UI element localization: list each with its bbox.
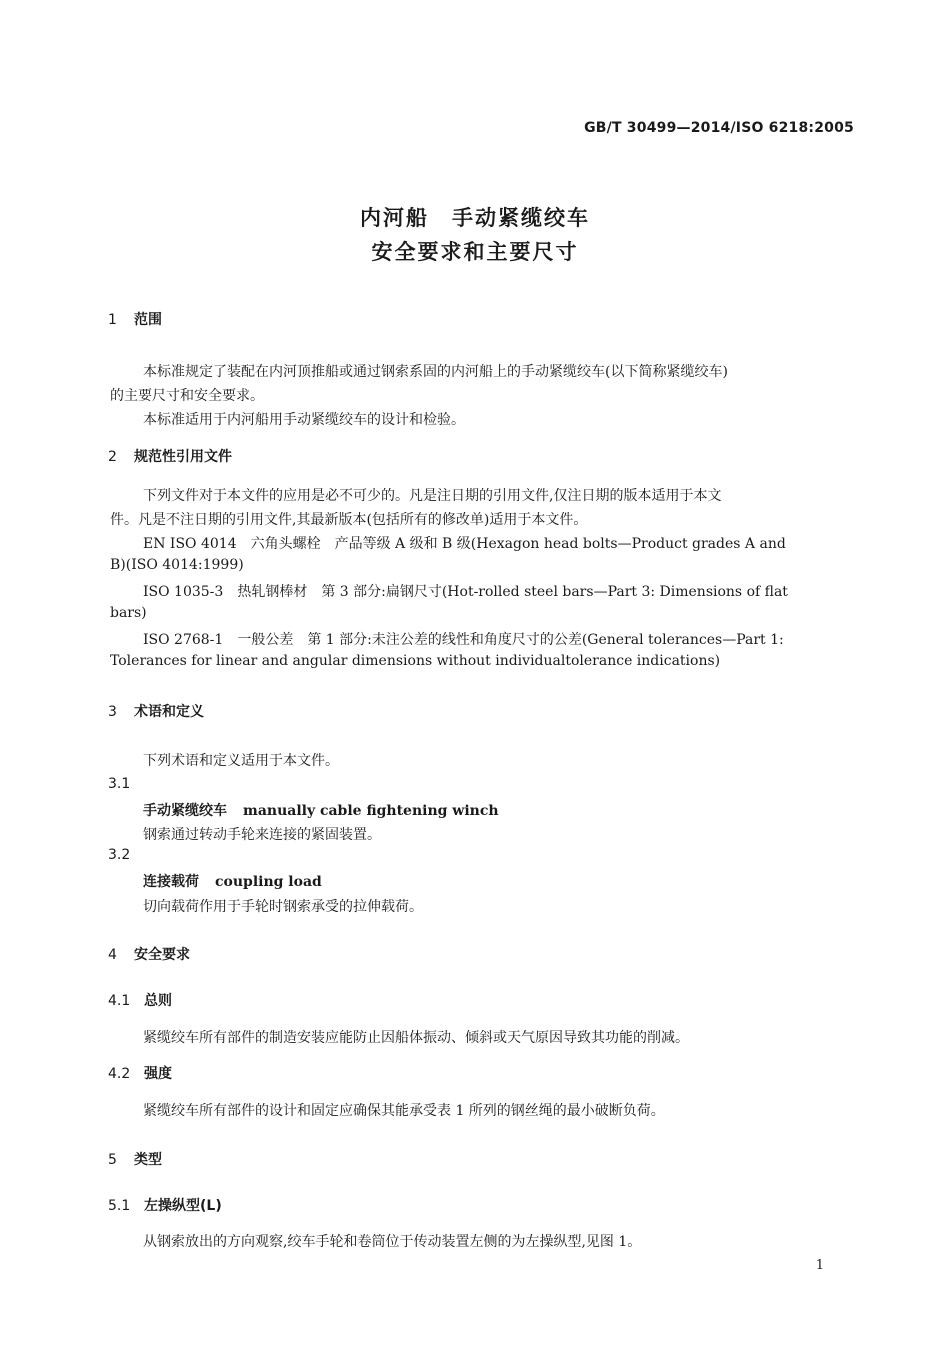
term-en: manually cable fightening winch	[243, 803, 499, 819]
s1-para2: 本标准适用于内河船用手动紧缆绞车的设计和检验。	[143, 412, 465, 428]
section-number: 5	[108, 1152, 117, 1168]
section-4-2-heading	[108, 1063, 172, 1083]
section-5-1-heading	[108, 1195, 222, 1215]
document-title-line1: 内河船 手动紧缆绞车	[360, 206, 590, 230]
page-number: 1	[815, 1258, 824, 1273]
section-2-heading	[108, 446, 232, 466]
term-cn: 手动紧缆绞车	[143, 803, 227, 819]
section-number: 4	[108, 947, 117, 963]
section-4-heading	[108, 944, 190, 964]
s2-ref2-line2: bars)	[110, 605, 147, 621]
subsection-title: 强度	[144, 1066, 172, 1082]
subsection-title: 总则	[144, 993, 172, 1009]
section-4-1-heading	[108, 990, 172, 1010]
section-title: 规范性引用文件	[134, 449, 232, 465]
s5-1-text: 从钢索放出的方向观察,绞车手轮和卷筒位于传动装置左侧的为左操纵型,见图 1。	[143, 1234, 642, 1250]
s1-para1-line2: 的主要尺寸和安全要求。	[110, 388, 264, 404]
section-1-heading	[108, 309, 162, 329]
s4-1-text: 紧缆绞车所有部件的制造安装应能防止因船体振动、倾斜或天气原因导致其功能的削减。	[143, 1030, 689, 1046]
s4-2-text: 紧缆绞车所有部件的设计和固定应确保其能承受表 1 所列的钢丝绳的最小破断负荷。	[143, 1103, 665, 1119]
s3-intro: 下列术语和定义适用于本文件。	[143, 753, 339, 769]
term-3-1-definition: 钢索通过转动手轮来连接的紧固装置。	[143, 827, 381, 843]
subsection-number: 4.2	[108, 1066, 131, 1082]
s1-para1-line1: 本标准规定了装配在内河顶推船或通过钢索系固的内河船上的手动紧缆绞车(以下简称紧缆绞车)	[143, 364, 728, 380]
section-title: 术语和定义	[134, 704, 204, 720]
section-title: 范围	[134, 312, 162, 328]
section-title: 类型	[134, 1152, 162, 1168]
document-title-line2: 安全要求和主要尺寸	[371, 240, 579, 264]
term-3-1-number: 3.1	[108, 776, 131, 792]
term-3-2-definition: 切向载荷作用于手轮时钢索承受的拉伸载荷。	[143, 899, 423, 915]
s2-ref3-line2: Tolerances for linear and angular dimensions without individualtolerance indications)	[110, 653, 721, 669]
s2-intro-line2: 件。凡是不注日期的引用文件,其最新版本(包括所有的修改单)适用于本文件。	[110, 512, 588, 528]
section-number: 1	[108, 312, 117, 328]
subsection-number: 4.1	[108, 993, 131, 1009]
term-cn: 连接载荷	[143, 874, 199, 890]
section-5-heading	[108, 1149, 162, 1169]
term-3-2-number: 3.2	[108, 847, 131, 863]
s2-ref2-line1: ISO 1035-3 热轧钢棒材 第 3 部分:扁钢尺寸(Hot-rolled steel bars—Part 3: Dimensions of flat	[143, 584, 788, 600]
section-number: 3	[108, 704, 117, 720]
section-title: 安全要求	[134, 947, 190, 963]
standard-code: GB/T 30499—2014/ISO 6218:2005	[584, 120, 854, 136]
s2-ref3-line1: ISO 2768-1 一般公差 第 1 部分:未注公差的线性和角度尺寸的公差(General tolerances—Part 1:	[143, 632, 784, 648]
subsection-title: 左操纵型(L)	[144, 1198, 222, 1214]
term-3-2	[143, 871, 322, 891]
term-3-1	[143, 800, 499, 820]
s2-ref1-line2: B)(ISO 4014:1999)	[110, 557, 244, 573]
section-3-heading	[108, 701, 204, 721]
section-number: 2	[108, 449, 117, 465]
s2-ref1-line1: EN ISO 4014 六角头螺栓 产品等级 A 级和 B 级(Hexagon head bolts—Product grades A and	[143, 536, 786, 552]
term-en: coupling load	[215, 874, 322, 890]
s2-intro-line1: 下列文件对于本文件的应用是必不可少的。凡是注日期的引用文件,仅注日期的版本适用于本文	[143, 488, 722, 504]
subsection-number: 5.1	[108, 1198, 131, 1214]
